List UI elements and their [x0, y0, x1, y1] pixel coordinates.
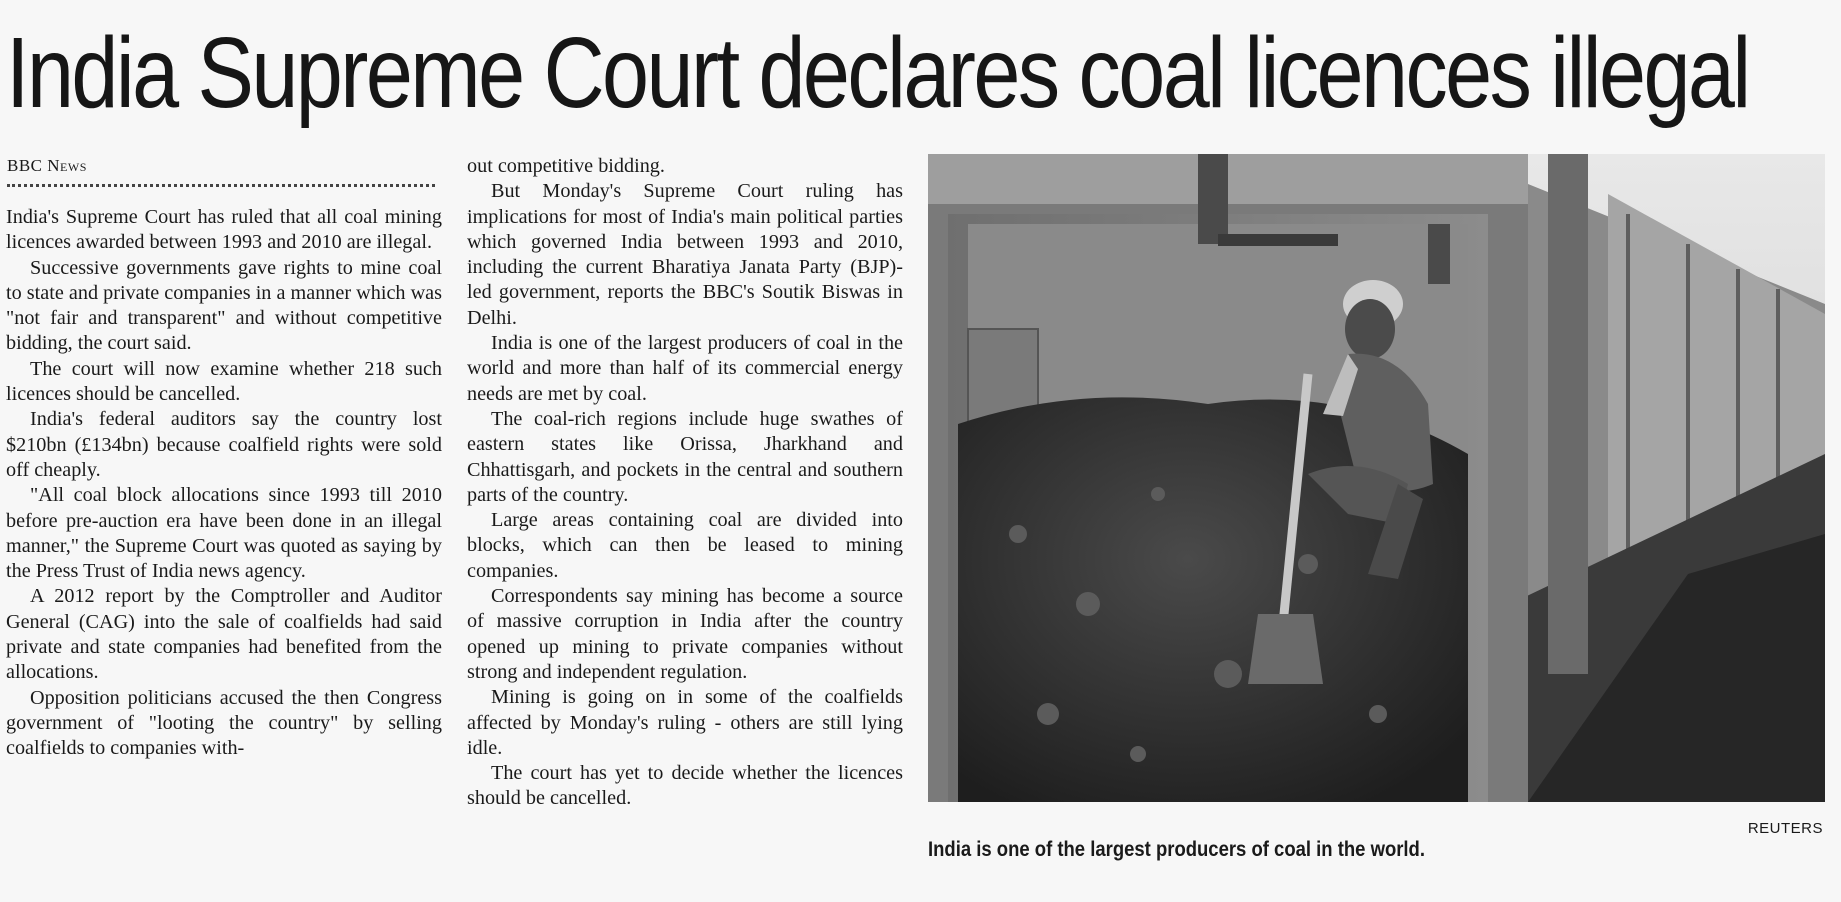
article-paragraph: But Monday's Supreme Court ruling has implications for most of India's main political parties which governed India between 1993 and 2010, including the current Bharatiya Janata Party (BJP)-led government, reports the BBC's Soutik Biswas in Delhi.	[467, 180, 903, 329]
news-photo	[928, 154, 1825, 802]
coal-wagon-illustration	[928, 154, 1825, 802]
article-column-2	[467, 154, 903, 812]
article-paragraph: The court will now examine whether 218 such licences should be cancelled.	[6, 357, 442, 406]
article-paragraph: Large areas containing coal are divided into blocks, which can then be leased to mining companies.	[467, 509, 903, 582]
article-paragraph: The coal-rich regions include huge swathes of eastern states like Orissa, Jharkhand and Chhattisgarh, and pockets in the central and southern parts of the country.	[467, 407, 903, 506]
article-paragraph: out competitive bidding.	[467, 155, 665, 177]
photo-credit: REUTERS	[1747, 820, 1823, 837]
article-paragraph: India's Supreme Court has ruled that all coal mining licences awarded between 1993 and 2010 are illegal.	[6, 206, 442, 254]
article-paragraph: A 2012 report by the Comptroller and Auditor General (CAG) into the sale of coalfields had said private and state companies had benefited from the allocations.	[6, 585, 442, 684]
article-column-1	[6, 205, 442, 762]
photo-caption: India is one of the largest producers of coal in the world.	[928, 838, 1425, 861]
headline: India Supreme Court declares coal licences illegal	[6, 17, 1749, 129]
article-paragraph: Opposition politicians accused the then Congress government of "looting the country" by selling coalfields to companies with-	[6, 686, 442, 760]
article-paragraph: The court has yet to decide whether the licences should be cancelled.	[467, 762, 903, 810]
article-paragraph: India's federal auditors say the country lost $210bn (£134bn) because coalfield rights were sold off cheaply.	[6, 408, 442, 481]
dotted-divider	[7, 184, 435, 187]
article-paragraph: Successive governments gave rights to mine coal to state and private companies in a manner which was "not fair and transparent" and without competitive bidding, the court said.	[6, 256, 442, 355]
source-label: BBC News	[7, 156, 87, 175]
article-paragraph: India is one of the largest producers of coal in the world and more than half of its commercial energy needs are met by coal.	[467, 332, 903, 405]
article-paragraph: "All coal block allocations since 1993 till 2010 before pre-auction era have been done in an illegal manner," the Supreme Court was quoted as saying by the Press Trust of India news agency.	[6, 484, 442, 583]
article-paragraph: Correspondents say mining has become a source of massive corruption in India after the country opened up mining to private companies without strong and independent regulation.	[467, 585, 903, 683]
article-paragraph: Mining is going on in some of the coalfields affected by Monday's ruling - others are still lying idle.	[467, 686, 903, 759]
